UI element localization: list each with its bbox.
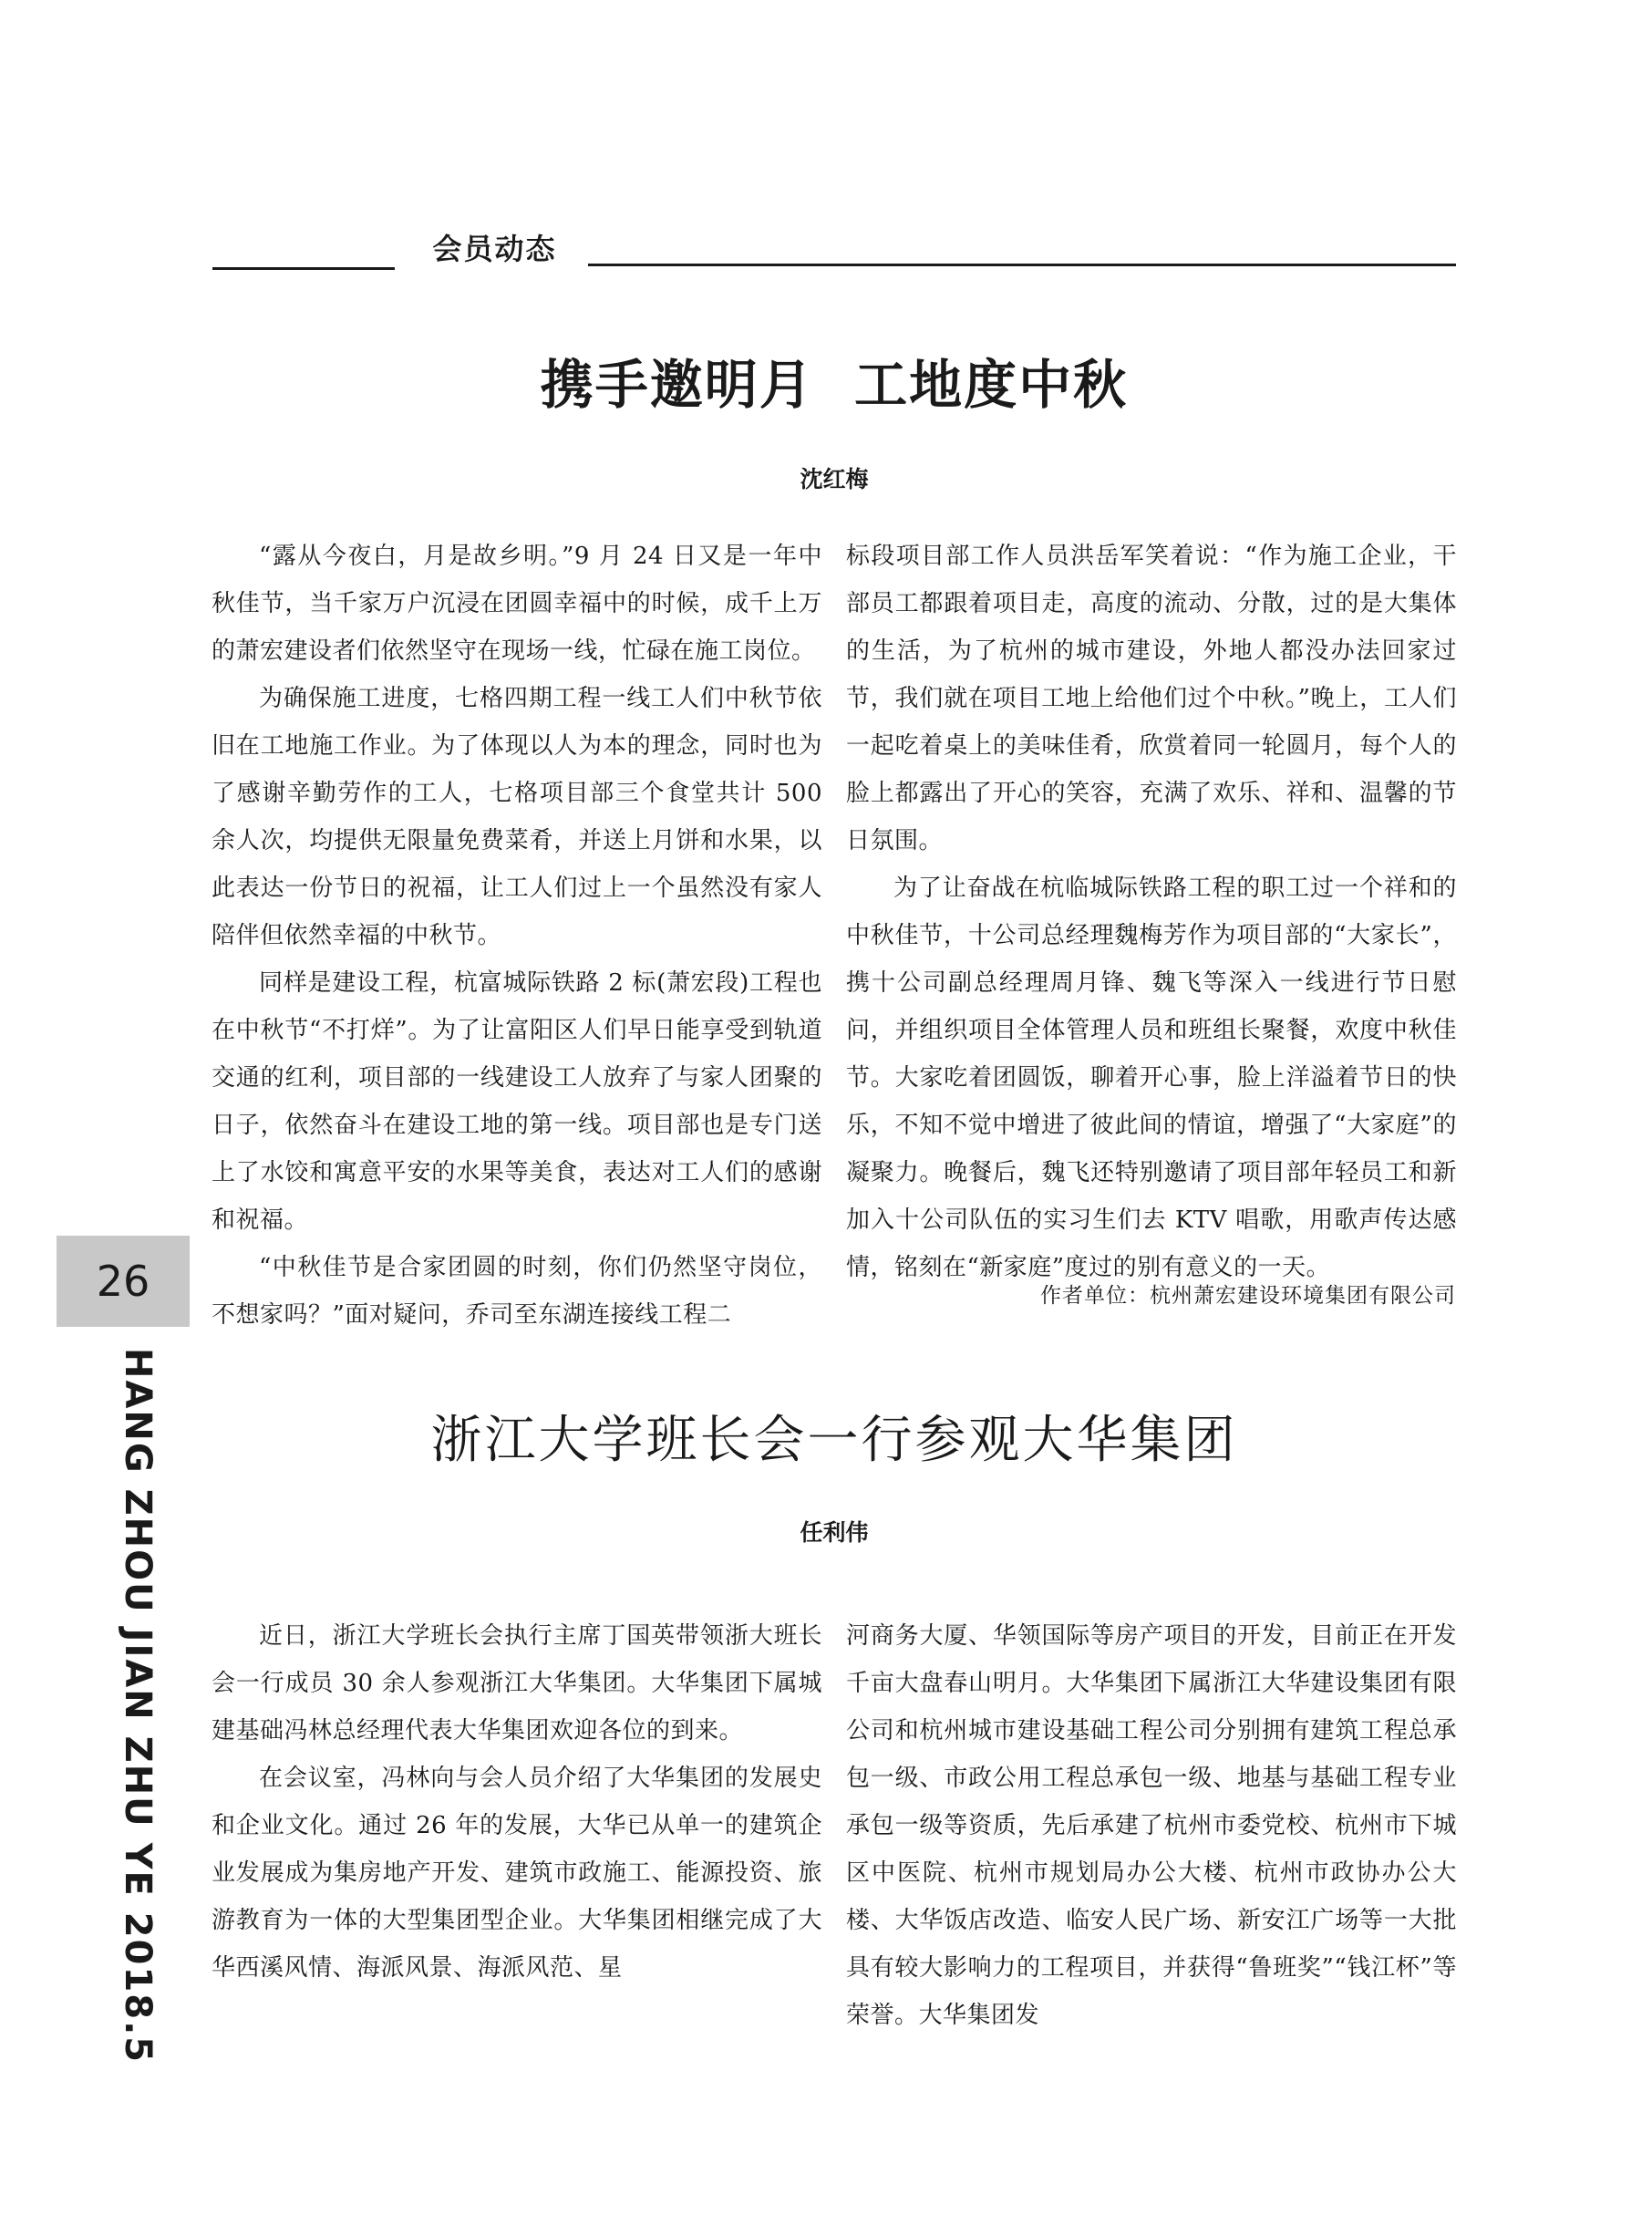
paragraph: “露从今夜白，月是故乡明。”9 月 24 日又是一年中秋佳节，当千家万户沉浸在团圆幸福中的时候，成千上万的萧宏建设者们依然坚守在现场一线，忙碌在施工岗位。 xyxy=(212,543,822,665)
article1-affiliation: 作者单位：杭州萧宏建设环境集团有限公司 xyxy=(1040,1284,1456,1308)
section-label: 会员动态 xyxy=(432,232,557,266)
article1-title: 携手邀明月 工地度中秋 xyxy=(540,354,1129,416)
paragraph: 同样是建设工程，杭富城际铁路 2 标(萧宏段)工程也在中秋节“不打烊”。为了让富阳区人们早日能享受到轨道交通的红利，项目部的一线建设工人放弃了与家人团聚的日子，依然奋斗在建设工地的第一线。项目部也是专门送上了水饺和寓意平安的水果等美食，表达对工人们的感谢和祝福。 xyxy=(212,969,822,1234)
magazine-name-vertical: HANG ZHOU JIAN ZHU YE 2018.5 xyxy=(117,1348,159,2065)
header-rule-right xyxy=(588,264,1456,266)
article2-title: 浙江大学班长会一行参观大华集团 xyxy=(430,1411,1238,1470)
paragraph: 标段项目部工作人员洪岳军笑着说：“作为施工企业，干部员工都跟着项目走，高度的流动、分散，过的是大集体的生活，为了杭州的城市建设，外地人都没办法回家过节，我们就在项目工地上给他们过个中秋。”晚上，工人们一起吃着桌上的美味佳肴，欣赏着同一轮圆月，每个人的脸上都露出了开心的笑容，充满了欢乐、祥和、温馨的节日氛围。 xyxy=(846,543,1457,854)
paragraph: 在会议室，冯林向与会人员介绍了大华集团的发展史和企业文化。通过 26 年的发展，大华已从单一的建筑企业发展成为集房地产开发、建筑市政施工、能源投资、旅游教育为一体的大型集团型企业。大华集团相继完成了大华西溪风情、海派风景、海派风范、星 xyxy=(212,1765,822,1982)
article1-author: 沈红梅 xyxy=(800,466,869,492)
paragraph: “中秋佳节是合家团圆的时刻，你们仍然坚守岗位，不想家吗？”面对疑问，乔司至东湖连接线工程二 xyxy=(212,1254,822,1329)
paragraph: 近日，浙江大学班长会执行主席丁国英带领浙大班长会一行成员 30 余人参观浙江大华集团。大华集团下属城建基础冯林总经理代表大华集团欢迎各位的到来。 xyxy=(212,1622,822,1745)
paragraph: 河商务大厦、华领国际等房产项目的开发，目前正在开发千亩大盘春山明月。大华集团下属浙江大华建设集团有限公司和杭州城市建设基础工程公司分别拥有建筑工程总承包一级、市政公用工程总承包一级、地基与基础工程专业承包一级等资质，先后承建了杭州市委党校、杭州市下城区中医院、杭州市规划局办公大楼、杭州市政协办公大楼、大华饭店改造、临安人民广场、新安江广场等一大批具有较大影响力的工程项目，并获得“鲁班奖”“钱江杯”等荣誉。大华集团发 xyxy=(846,1622,1457,2029)
article1-column-right xyxy=(846,533,1457,1291)
header-rule-left xyxy=(212,267,395,270)
page-number: 26 xyxy=(57,1236,190,1327)
article1-column-left xyxy=(212,533,822,1339)
article2-column-left xyxy=(212,1612,822,1992)
paragraph: 为了让奋战在杭临城际铁路工程的职工过一个祥和的中秋佳节，十公司总经理魏梅芳作为项目部的“大家长”，携十公司副总经理周月锋、魏飞等深入一线进行节日慰问，并组织项目全体管理人员和班组长聚餐，欢度中秋佳节。大家吃着团圆饭，聊着开心事，脸上洋溢着节日的快乐，不知不觉中增进了彼此间的情谊，增强了“大家庭”的凝聚力。晚餐后，魏飞还特别邀请了项目部年轻员工和新加入十公司队伍的实习生们去 KTV 唱歌，用歌声传达感情，铭刻在“新家庭”度过的别有意义的一天。 xyxy=(846,875,1457,1281)
article2-column-right xyxy=(846,1612,1457,2039)
article2-author: 任利伟 xyxy=(800,1519,869,1546)
paragraph: 为确保施工进度，七格四期工程一线工人们中秋节依旧在工地施工作业。为了体现以人为本的理念，同时也为了感谢辛勤劳作的工人，七格项目部三个食堂共计 500 余人次，均提供无限量免费菜肴，并送上月饼和水果，以此表达一份节日的祝福，让工人们过上一个虽然没有家人陪伴但依然幸福的中秋节。 xyxy=(212,685,822,949)
